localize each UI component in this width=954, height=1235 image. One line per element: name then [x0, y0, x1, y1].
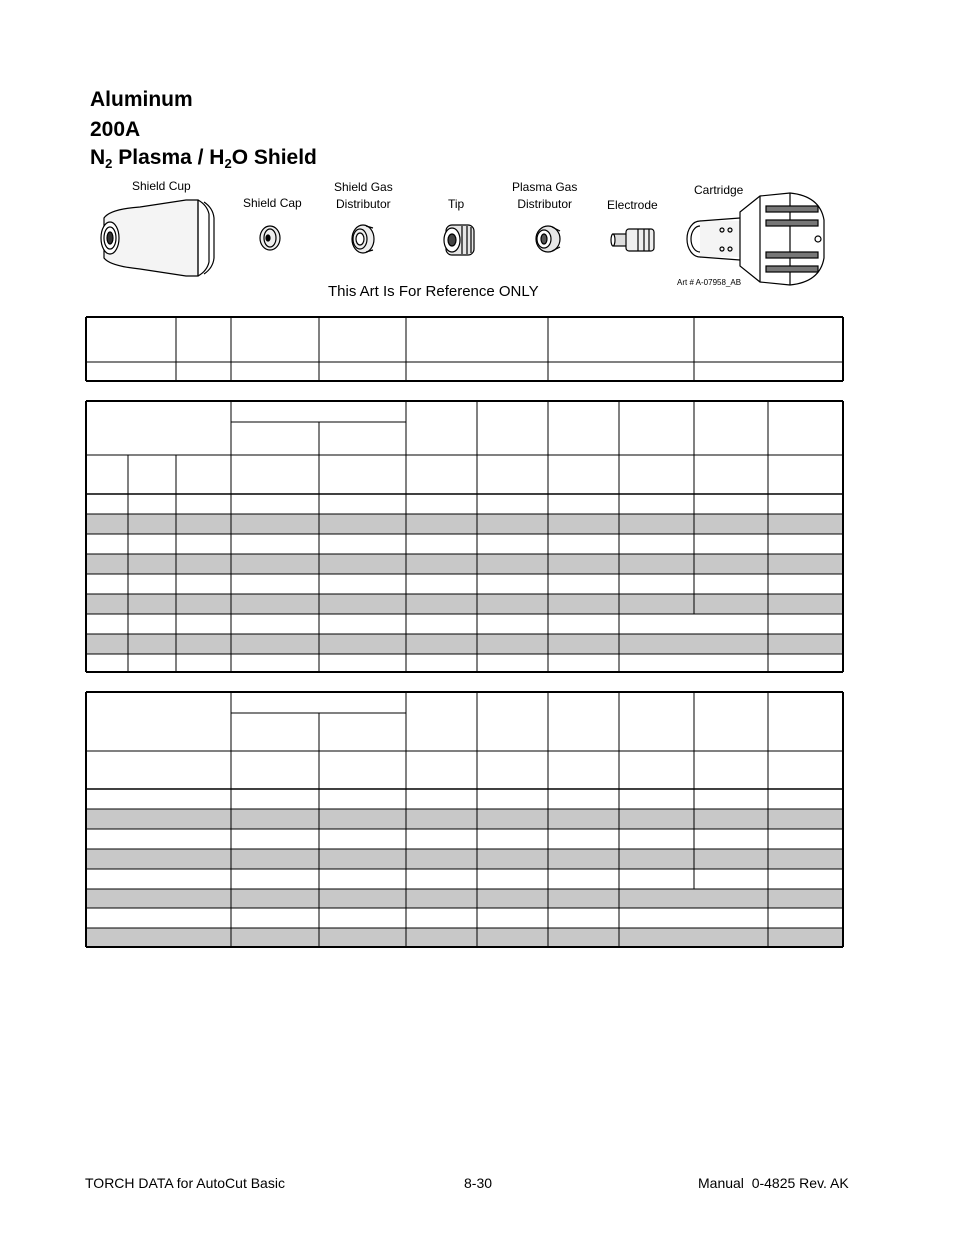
shield-gas-distributor-label: Shield Gas Distributor: [334, 180, 393, 211]
table2-shaded-row-1: [86, 554, 843, 574]
table2-shaded-row-0: [86, 514, 843, 534]
title-amperage: 200A: [90, 118, 141, 141]
table3-shaded-row-3: [86, 928, 843, 947]
footer-manual-revision: Manual 0-4825 Rev. AK: [698, 1175, 849, 1191]
tip-label: Tip: [448, 197, 465, 211]
table3-shaded-row-1: [86, 849, 843, 869]
table1-box: [86, 317, 843, 381]
footer-left: TORCH DATA for AutoCut Basic: [85, 1175, 285, 1191]
shield-cup-label: Shield Cup: [132, 179, 191, 193]
table3-shaded-row-0: [86, 809, 843, 829]
table3-shaded-row-2: [86, 889, 843, 908]
table2-shaded-row-2: [86, 594, 843, 614]
electrode-label: Electrode: [607, 198, 658, 212]
footer-page-number: 8-30: [464, 1175, 493, 1191]
art-number: Art # A-07958_AB: [677, 278, 742, 287]
reference-note: This Art Is For Reference ONLY: [328, 283, 539, 300]
table2-shaded-row-3: [86, 634, 843, 654]
table-grids: [86, 317, 843, 947]
cartridge-label: Cartridge: [694, 183, 744, 197]
title-gas-combination: $N_2$ Plasma / $H_2O$ Shield: [90, 146, 317, 171]
plasma-gas-distributor-label: Plasma Gas Distributor: [512, 180, 578, 211]
shield-cap-label: Shield Cap: [243, 196, 302, 210]
title-material: Aluminum: [90, 88, 193, 111]
